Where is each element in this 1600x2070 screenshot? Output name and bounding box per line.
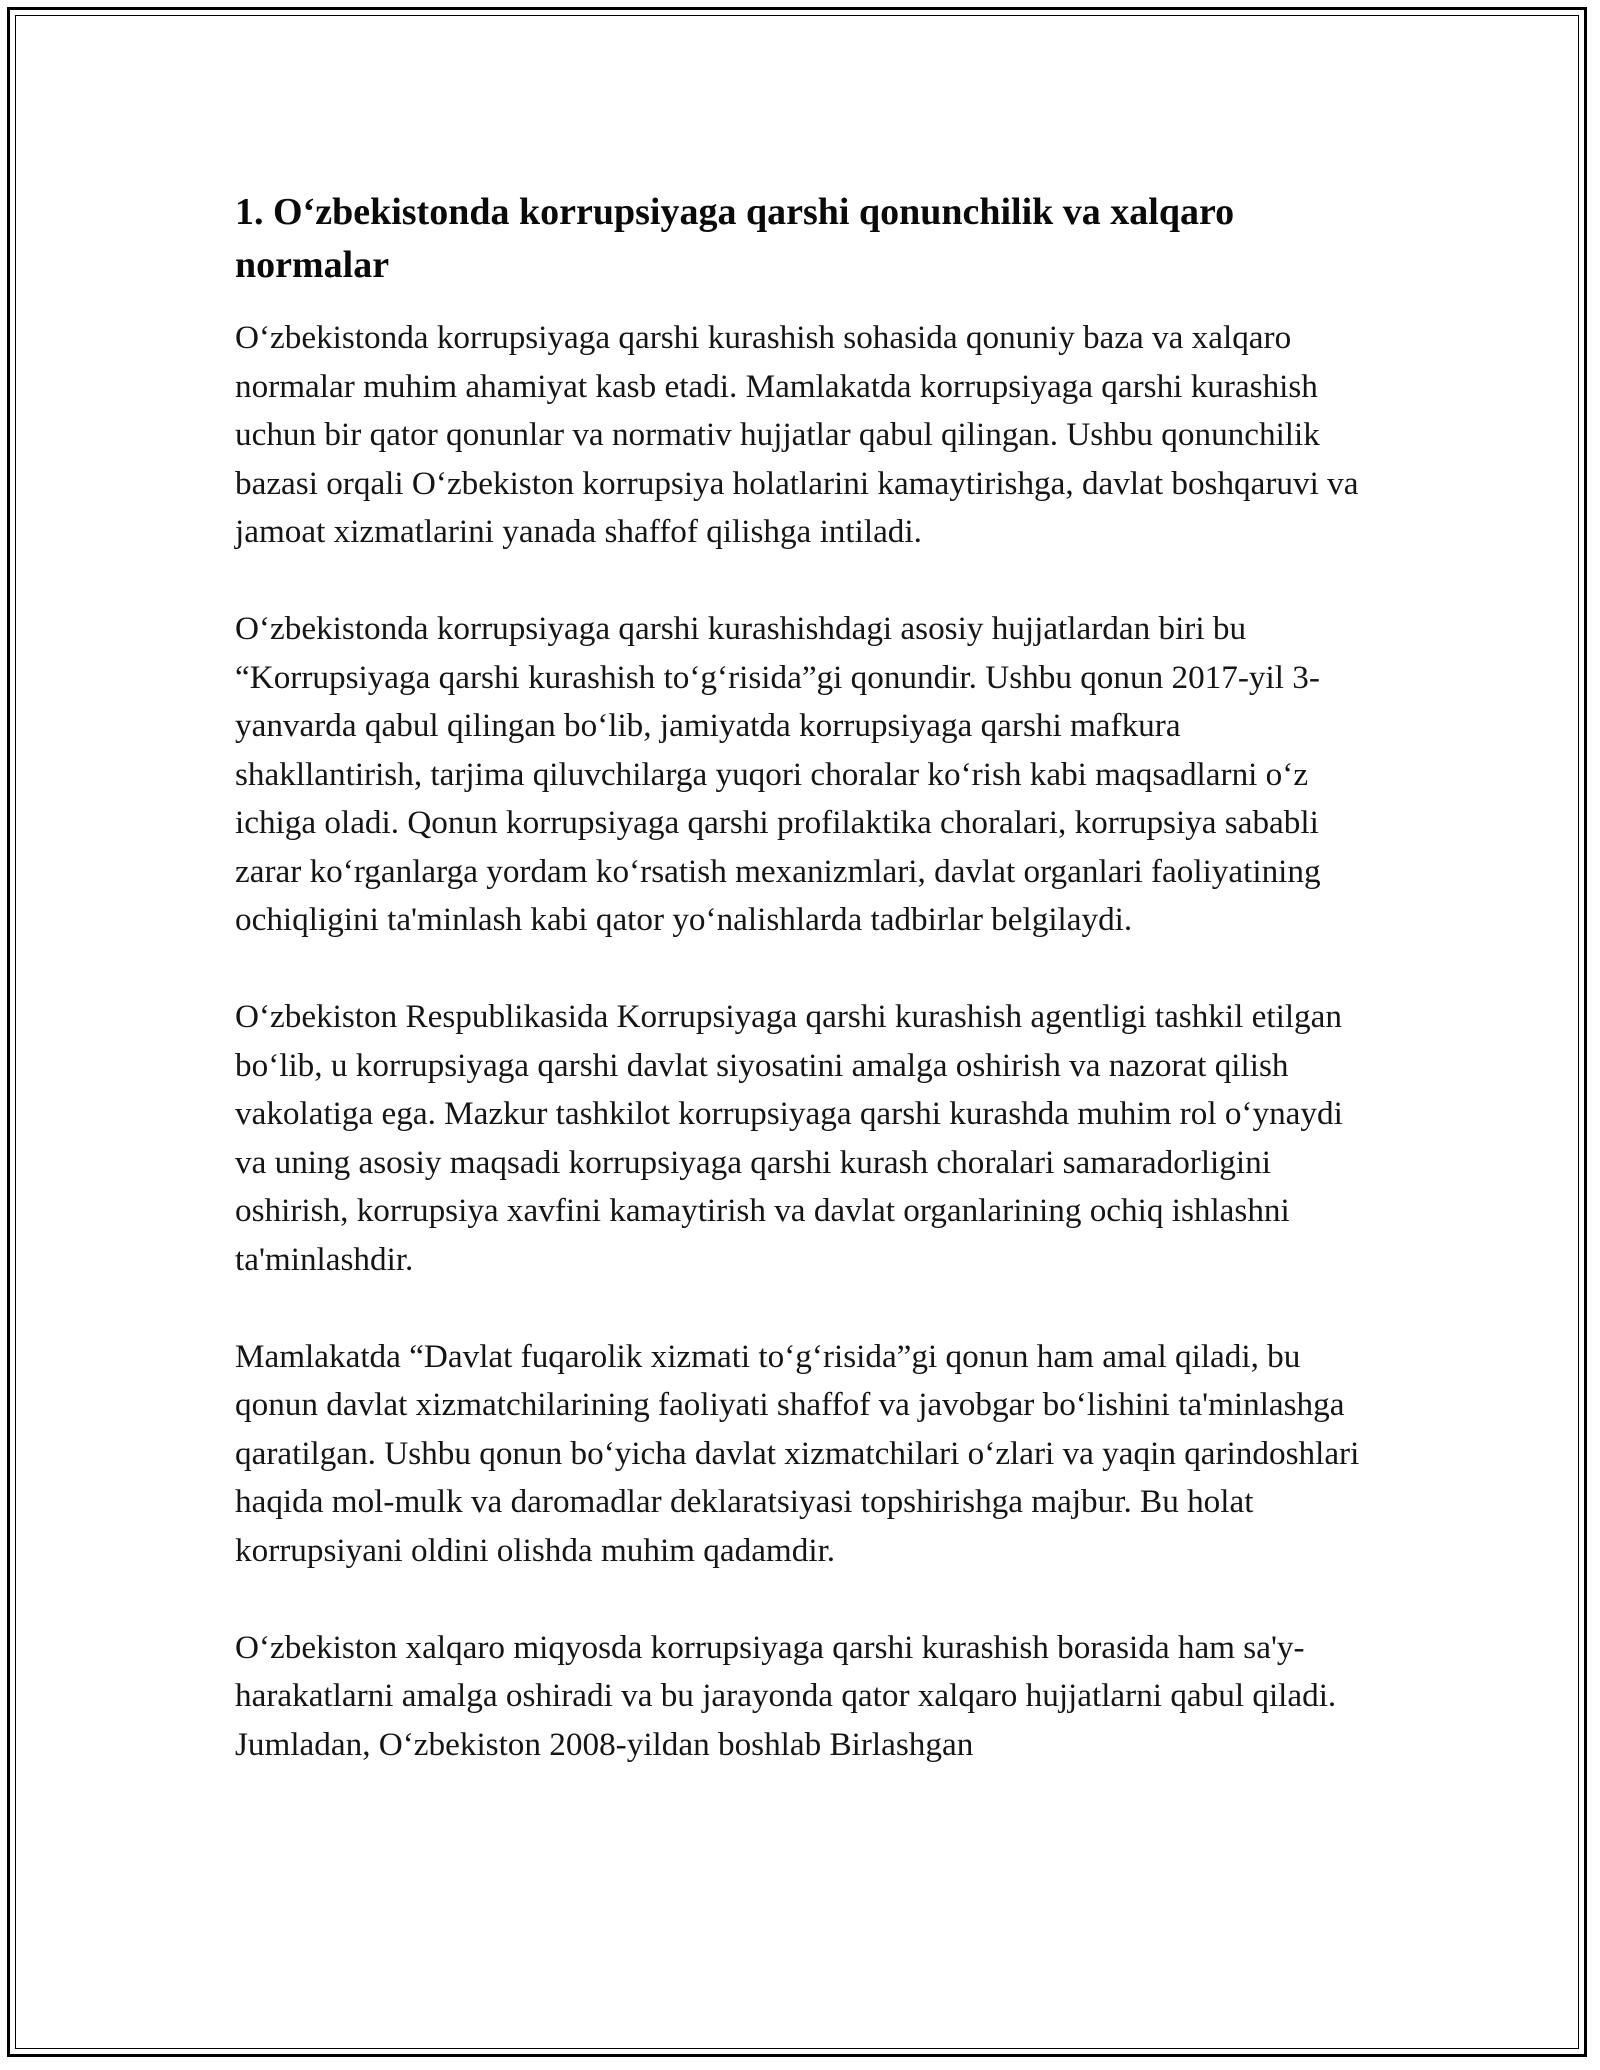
- paragraph-5: O‘zbekiston xalqaro miqyosda korrupsiyaga qarshi kurashish borasida ham sa'y-harakatlarni amalga oshiradi va bu jarayonda qator xalqaro hujjatlarni qabul qiladi. Jumladan, O‘zbekiston 2008-yildan boshlab Birlashgan: [235, 1628, 1337, 1763]
- paragraph-3: O‘zbekiston Respublikasida Korrupsiyaga qarshi kurashish agentligi tashkil etilgan bo‘lib, u korrupsiyaga qarshi davlat siyosatini amalga oshirish va nazorat qilish vakolatiga ega. Mazkur tashkilot korrupsiyaga qarshi kurashda muhim rol o‘ynaydi va uning asosiy maqsadi korrupsiyaga qarshi kurash choralari samaradorligini oshirish, korrupsiya xavfini kamaytirish va davlat organlarining ochiq ishlashni ta'minlashdir.: [235, 998, 1343, 1278]
- paragraph-1: O‘zbekistonda korrupsiyaga qarshi kurashish sohasida qonuniy baza va xalqaro normalar muhim ahamiyat kasb etadi. Mamlakatda korrupsiyaga qarshi kurashish uchun bir qator qonunlar va normativ hujjatlar qabul qilingan. Ushbu qonunchilik bazasi orqali O‘zbekiston korrupsiya holatlarini kamaytirishga, davlat boshqaruvi va jamoat xizmatlarini yanada shaffof qilishga intiladi.: [235, 319, 1359, 550]
- section-heading: 1. O‘zbekistonda korrupsiyaga qarshi qonunchilik va xalqaro normalar: [235, 191, 1235, 286]
- paragraph-2: O‘zbekistonda korrupsiyaga qarshi kurashishdagi asosiy hujjatlardan biri bu “Korrupsiyaga qarshi kurashish to‘g‘risida”gi qonundir. Ushbu qonun 2017-yil 3-yanvarda qabul qilingan bo‘lib, jamiyatda korrupsiyaga qarshi mafkura shakllantirish, tarjima qiluvchilarga yuqori choralar ko‘rish kabi maqsadlarni o‘z ichiga oladi. Qonun korrupsiyaga qarshi profilaktika choralari, korrupsiya sababli zarar ko‘rganlarga yordam ko‘rsatish mexanizmlari, davlat organlari faoliyatining ochiqligini ta'minlash kabi qator yo‘nalishlarda tadbirlar belgilaydi.: [235, 610, 1321, 938]
- paragraph-4: Mamlakatda “Davlat fuqarolik xizmati to‘g‘risida”gi qonun ham amal qiladi, bu qonun davlat xizmatchilarining faoliyati shaffof va javobgar bo‘lishini ta'minlashga qaratilgan. Ushbu qonun bo‘yicha davlat xizmatchilari o‘zlari va yaqin qarindoshlari haqida mol-mulk va daromadlar deklaratsiyasi topshirishga majbur. Bu holat korrupsiyani oldini olishda muhim qadamdir.: [235, 1337, 1360, 1569]
- document-body: [235, 186, 1373, 1818]
